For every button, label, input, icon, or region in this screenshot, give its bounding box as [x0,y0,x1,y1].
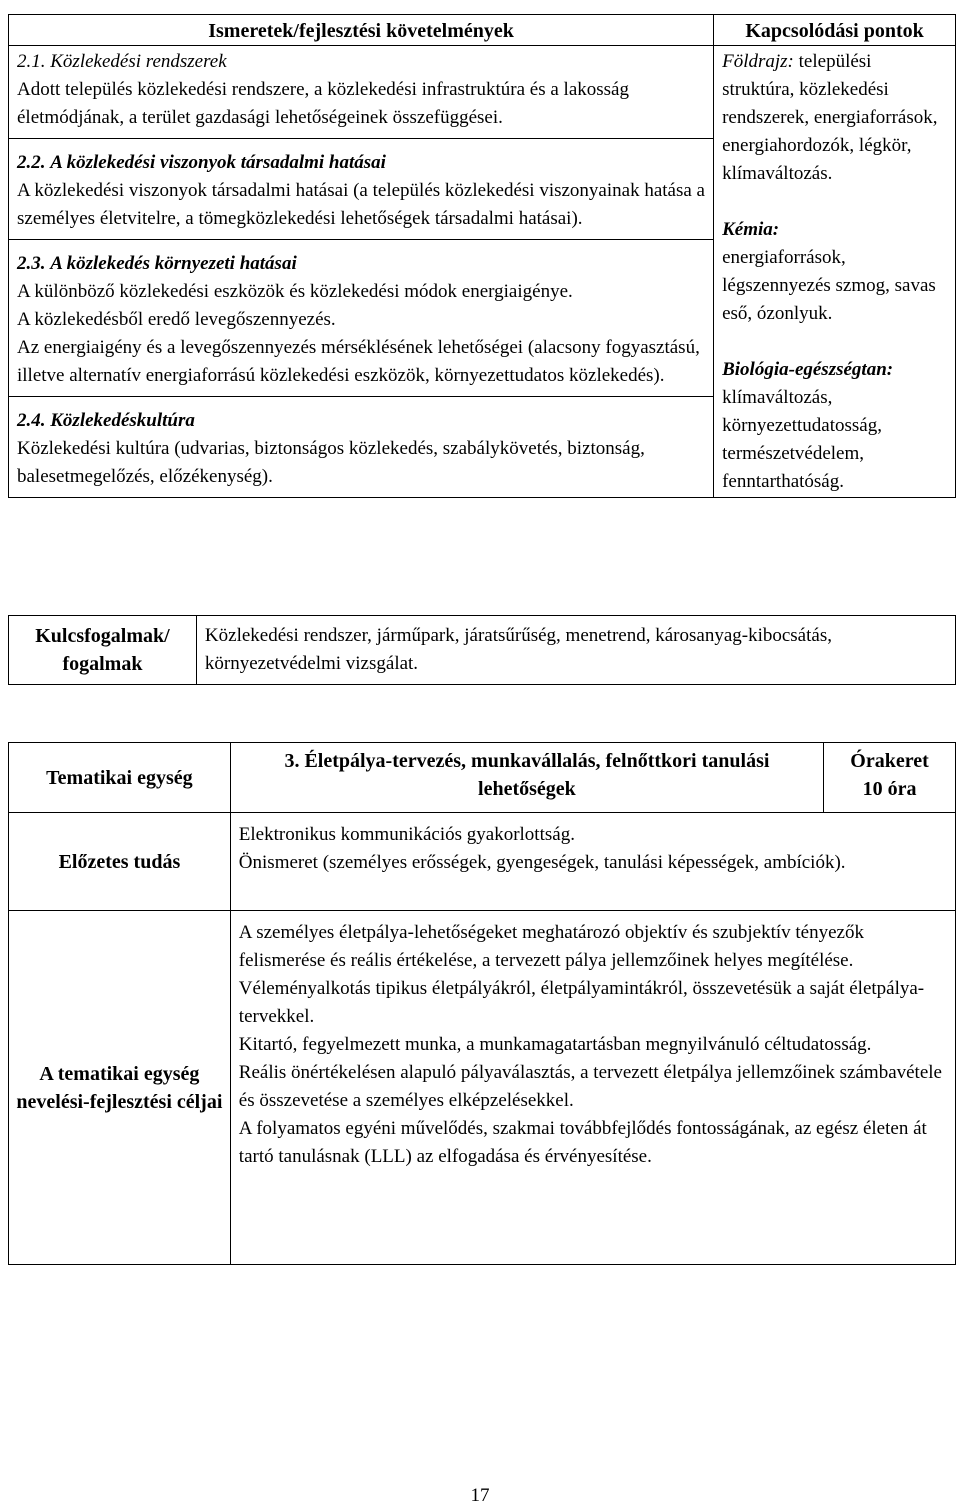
goal-line: Reális önértékelésen alapuló pályaválasztás, a tervezett életpálya jellemzőinek számbavétele és összevetése a személyes elképzelésekkel. [238,1062,942,1111]
hours-cell [824,743,956,813]
key-concepts-label: Kulcsfogalmak/ fogalmak [9,616,197,685]
section-body: A közlekedésből eredő levegőszennyezés. [17,309,336,330]
connection-geography [722,48,947,188]
connection-subject: Kémia: [722,219,780,240]
key-concepts-table [8,615,956,685]
goal-line: A folyamatos egyéni művelődés, szakmai továbbfejlődés fontosságának, az egész életen át tartó tanulásnak (LLL) az elfogadása és érvényesítése. [238,1118,927,1167]
section-body: A közlekedési viszonyok társadalmi hatásai (a település közlekedési viszonyainak hatása a személyes életvitelre, a tömegközlekedési lehetőségek társadalmi hatásai). [17,180,705,229]
connection-subject: Földrajz: [722,51,794,72]
section-number: 2.4. [17,410,46,431]
connection-chemistry [722,216,947,328]
section-2-3 [9,240,713,397]
section-2-2 [9,139,713,240]
section-2-4 [9,397,713,497]
unit-title: 3. Életpálya-tervezés, munkavállalás, felnőttkori tanulási lehetőségek [230,743,823,813]
connections-cell [714,46,956,498]
prior-line: Elektronikus kommunikációs gyakorlottság. [238,824,575,845]
header-connections: Kapcsolódási pontok [714,15,956,46]
prior-line: Önismeret (személyes erősségek, gyengeségek, tanulási képességek, ambíciók). [238,852,846,873]
section-body: Közlekedési kultúra (udvarias, biztonságos közlekedés, szabálykövetés, biztonság, balesetmegelőzés, előzékenység). [17,438,645,487]
connection-text: klímaváltozás, környezettudatosság, természetvédelem, fenntarthatóság. [722,387,882,492]
requirements-table [8,14,956,498]
header-requirements: Ismeretek/fejlesztési követelmények [9,15,714,46]
section-body: Adott település közlekedési rendszere, a közlekedési infrastruktúra és a lakosság életmódjának, a terület gazdasági lehetőségeinek összefüggései. [17,79,629,128]
unit-label: Tematikai egység [9,743,231,813]
connection-text: energiaforrások, légszennyezés szmog, savas eső, ózonlyuk. [722,247,936,324]
goal-line: Kitartó, fegyelmezett munka, a munkamagatartásban megnyilvánuló céltudatosság. [238,1034,872,1055]
section-title: A közlekedési viszonyok társadalmi hatásai [50,152,386,173]
section-number: 2.2. [17,152,46,173]
thematic-unit-table [8,742,956,1265]
section-number: 2.3. [17,253,46,274]
section-body: A különböző közlekedési eszközök és közlekedési módok energiaigénye. [17,281,573,302]
goals-text [230,911,955,1265]
prior-knowledge-text [230,813,955,911]
section-body: Az energiaigény és a levegőszennyezés mérséklésének lehetőségei (alacsony fogyasztású, illetve alternatív energiaforrású közlekedési eszközök, környezettudatos közlekedés). [17,337,700,386]
section-title: A közlekedés környezeti hatásai [50,253,297,274]
connection-subject: Biológia-egészségtan: [722,359,894,380]
requirements-cell [9,46,714,498]
goal-line: A személyes életpálya-lehetőségeket meghatározó objektív és szubjektív tényezők felismerése és reális értékelése, a tervezett pálya jellemzőinek helyes megítélése. [238,922,864,971]
connection-biology [722,356,947,496]
key-concepts-text: Közlekedési rendszer, járműpark, járatsűrűség, menetrend, károsanyag-kibocsátás, környezetvédelmi vizsgálat. [196,616,955,685]
section-title: Közlekedési rendszerek [50,51,227,72]
section-title: Közlekedéskultúra [50,410,195,431]
section-number: 2.1. [17,51,46,72]
section-2-1 [9,48,713,139]
connection-text: települési struktúra, közlekedési rendszerek, energiaforrások, energiahordozók, légkör, klímaváltozás. [722,51,938,184]
prior-knowledge-label: Előzetes tudás [9,813,231,911]
goals-label: A tematikai egység nevelési-fejlesztési céljai [9,911,231,1265]
page-number: 17 [470,1485,490,1506]
goal-line: Véleményalkotás tipikus életpályákról, életpályamintákról, összevetésük a saját életpálya-tervekkel. [238,978,925,1027]
hours-value: 10 óra [862,778,917,800]
hours-label: Órakeret [850,750,929,772]
